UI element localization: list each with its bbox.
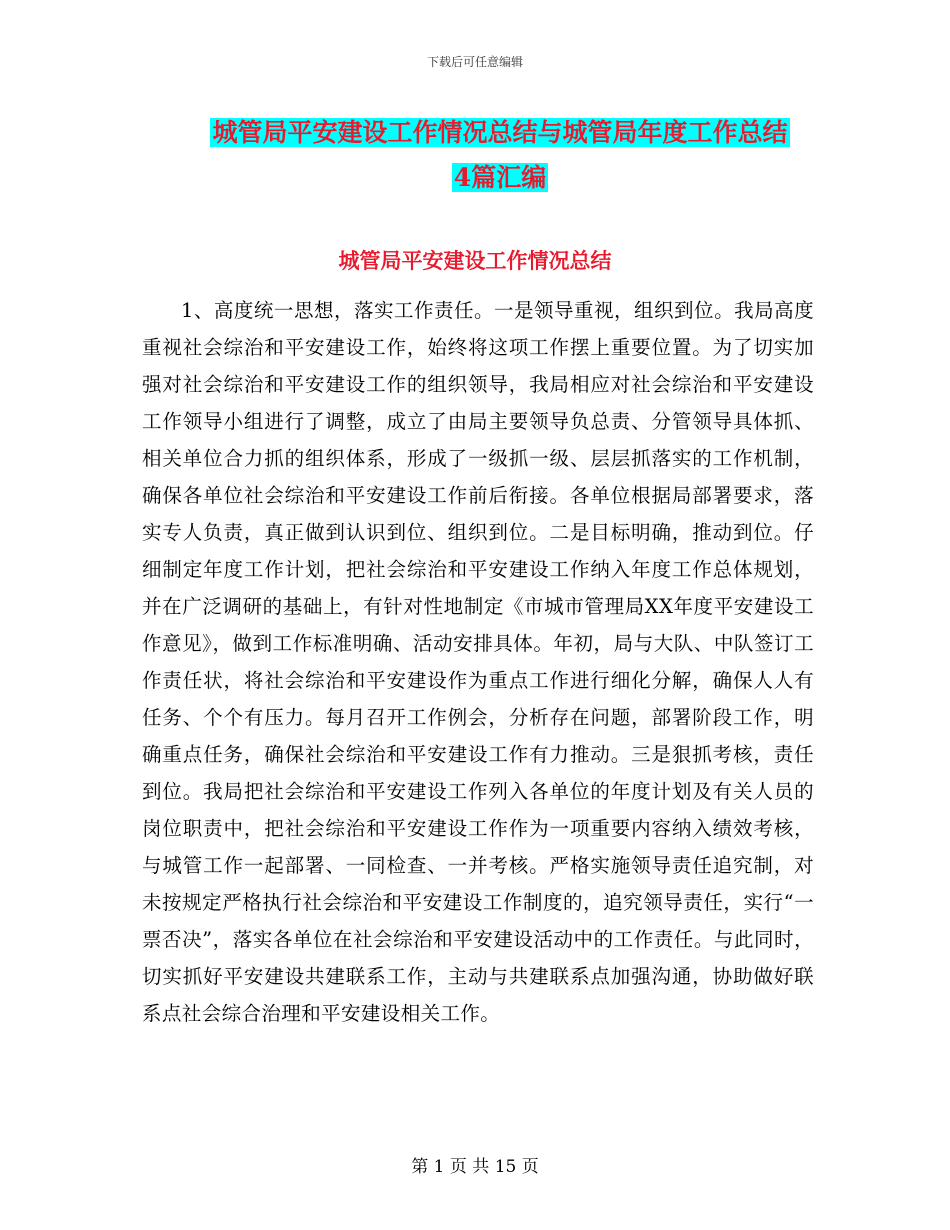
document-title-line1: 城管局平安建设工作情况总结与城管局年度工作总结: [212, 118, 788, 147]
document-title: [150, 110, 850, 200]
section-title: 城管局平安建设工作情况总结: [338, 248, 612, 273]
page-number-footer: 第 1 页 共 15 页: [411, 1157, 539, 1177]
page-header-note: 下载后可任意编辑: [426, 55, 523, 69]
document-title-line2: 4篇汇编: [453, 163, 547, 192]
body-paragraph: 1、高度统一思想，落实工作责任。一是领导重视，组织到位。我局高度重视社会综治和平安建设工作，始终将这项工作摆上重要位置。为了切实加强对社会综治和平安建设工作的组织领导，我局相应对社会综治和平安建设工作领导小组进行了调整，成立了由局主要领导负总责、分管领导具体抓、相关单位合力抓的组织体系，形成了一级抓一级、层层抓落实的工作机制，确保各单位社会综治和平安建设工作前后衔接。各单位根据局部署要求，落实专人负责，真正做到认识到位、组织到位。二是目标明确，推动到位。仔细制定年度工作计划，把社会综治和平安建设工作纳入年度工作总体规划，并在广泛调研的基础上，有针对性地制定《市城市管理局XX年度平安建设工作意见》，做到工作标准明确、活动安排具体。年初，局与大队、中队签订工作责任状，将社会综治和平安建设作为重点工作进行细化分解，确保人人有任务、个个有压力。每月召开工作例会，分析存在问题，部署阶段工作，明确重点任务，确保社会综治和平安建设工作有力推动。三是狠抓考核，责任到位。我局把社会综治和平安建设工作列入各单位的年度计划及有关人员的岗位职责中，把社会综治和平安建设工作作为一项重要内容纳入绩效考核，与城管工作一起部署、一同检查、一并考核。严格实施领导责任追究制，对未按规定严格执行社会综治和平安建设工作制度的，追究领导责任，实行“一票否决”，落实各单位在社会综治和平安建设活动中的工作责任。与此同时，切实抓好平安建设共建联系工作，主动与共建联系点加强沟通，协助做好联系点社会综合治理和平安建设相关工作。: [142, 299, 814, 1025]
